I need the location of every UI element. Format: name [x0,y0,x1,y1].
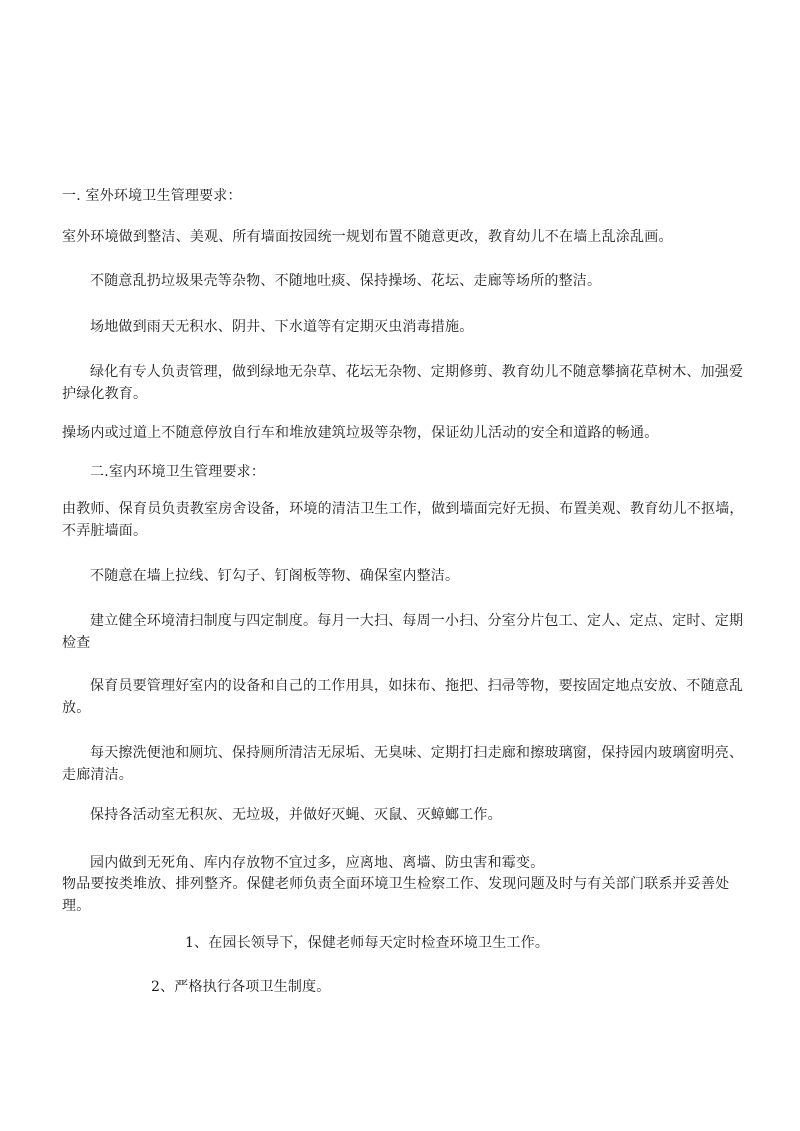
list-item-2: 2、严格执行各项卫生制度。 [151,979,331,995]
paragraph-greening: 绿化有专人负责管理，做到绿地无杂草、花坛无杂物、定期修剪、教育幼儿不随意攀摘花草树木、加强爱护绿化教育。 [62,364,744,402]
paragraph-toilets: 每天擦洗便池和厕坑、保持厕所清洁无尿垢、无臭味、定期打扫走廊和擦玻璃窗，保持园内玻璃窗明亮、走廊清洁。 [62,745,744,783]
paragraph-cleaning-system: 建立健全环境清扫制度与四定制度。每月一大扫、每周一小扫、分室分片包工、定人、定点、定时、定期检查 [62,613,744,651]
paragraph-wall-items: 不随意在墙上拉线、钉勾子、钉阁板等物、确保室内整洁。 [90,568,460,584]
paragraph-storage: 园内做到无死角、库内存放物不宜过多，应离地、离墙、防虫害和霉变。 [90,855,545,871]
paragraph-drainage: 场地做到雨天无积水、阴井、下水道等有定期灭虫消毒措施。 [90,319,474,335]
paragraph-outdoor-walls: 室外环境做到整洁、美观、所有墙面按园统一规划布置不随意更改，教育幼儿不在墙上乱涂乱画。 [62,229,673,245]
paragraph-tools: 保育员要管理好室内的设备和自己的工作用具，如抹布、拖把、扫帚等物，要按固定地点安放、不随意乱放。 [62,678,744,716]
paragraph-activity-rooms: 保持各活动室无积灰、无垃圾，并做好灭蝇、灭鼠、灭蟑螂工作。 [90,807,502,823]
paragraph-health-teacher: 物品要按类堆放、排列整齐。保健老师负责全面环境卫生检察工作、发现问题及时与有关部门联系并妥善处理。 [62,876,730,914]
section1-heading: 一. 室外环境卫生管理要求： [62,188,242,204]
paragraph-playground: 操场内或过道上不随意停放自行车和堆放建筑垃圾等杂物，保证幼儿活动的安全和道路的畅通。 [62,425,659,441]
list-item-1: 1、在园长领导下，保健老师每天定时检查环境卫生工作。 [185,935,550,951]
section2-heading: 二.室内环境卫生管理要求： [90,464,266,480]
paragraph-classroom-cleaning: 由教师、保育员负责教室房舍设备，环境的清洁卫生工作，做到墙面完好无损、布置美观、教育幼儿不抠墙，不弄脏墙面。 [62,501,744,539]
paragraph-no-littering: 不随意乱扔垃圾果壳等杂物、不随地吐痰、保持操场、花坛、走廊等场所的整洁。 [90,273,602,289]
